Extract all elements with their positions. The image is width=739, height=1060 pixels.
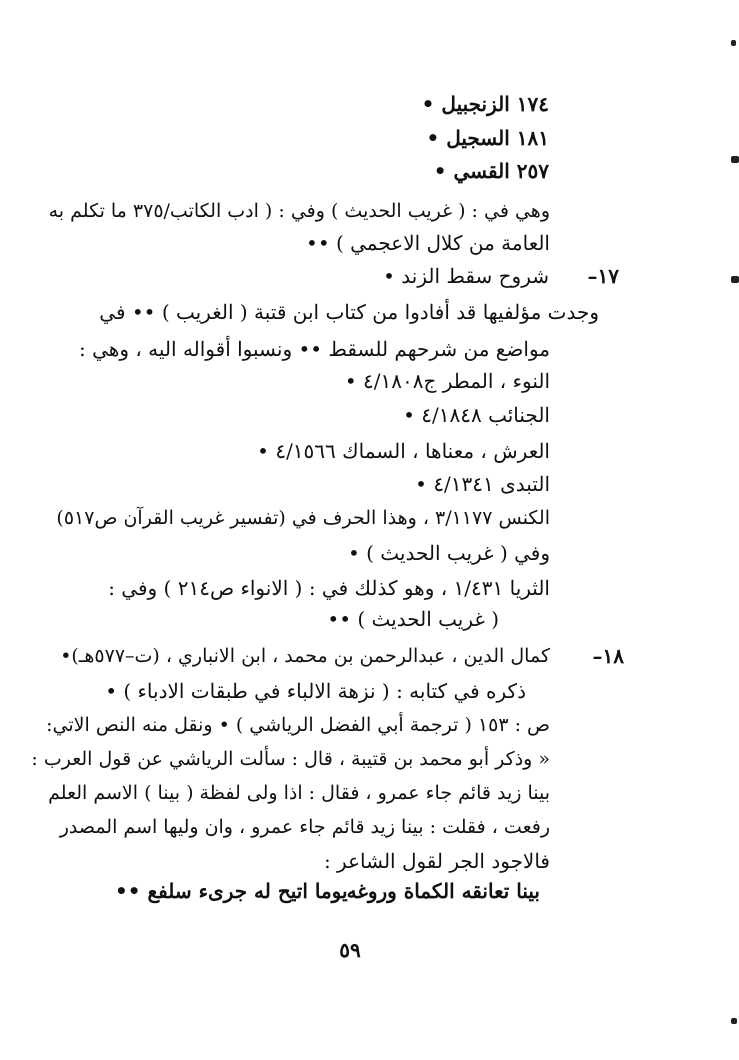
text-line: وهي في : ( غريب الحديث ) وفي : ( ادب الكاتب/٣٧٥ ما تكلم به [48,200,550,222]
text-line: ص : ١٥٣ ( ترجمة أبي الفضل الرياشي ) • ونقل منه النص الاتي: [46,714,550,736]
list-item: ٢٥٧ القسي • [433,159,549,183]
verse-first-hemistich: بينا تعانقه الكماة وروغه [346,879,540,903]
list-item: ١٨١ السجيل • [426,126,549,150]
list-item: التبدى ٤/١٣٤١ • [415,472,550,496]
list-item: النوء ، المطر ج٤/١٨٠٨ • [344,369,550,393]
list-item: العرش ، معناها ، السماك ٤/١٥٦٦ • [257,439,550,463]
text-line: مواضع من شرحهم للسقط •• ونسبوا أقواله اليه ، وهي : [79,337,550,361]
scan-edge-mark [731,156,739,163]
text-line: العامة من كلال الاعجمي ) •• [306,231,550,255]
text-line: ذكره في كتابه : ( نزهة الالباء في طبقات الادباء ) • [105,679,526,703]
list-item: الثريا ١/٤٣١ ، وهو كذلك في : ( الانواء ص٢١٤ ) وفي : [108,576,550,600]
section-heading: كمال الدين ، عبدالرحمن بن محمد ، ابن الانباري ، (ت–٥٧٧هـ)• [60,645,550,667]
scan-edge-mark [731,276,739,283]
verse-second-hemistich: يوما اتيح له جرىء سلفع •• [115,879,348,903]
list-item: ١٧٤ الزنجبيل • [421,92,549,116]
quote-line: « وذكر أبو محمد بن قتيبة ، قال : سألت الرياشي عن قول العرب : [31,748,550,770]
section-number: ١٨– [592,644,624,668]
quote-line: رفعت ، فقلت : بينا زيد قائم جاء عمرو ، وان وليها اسم المصدر [59,816,550,838]
page-number: ٥٩ [339,938,361,962]
text-line: ( غريب الحديث ) •• [327,607,499,631]
scan-edge-mark [731,40,736,46]
quote-line: فالاجود الجر لقول الشاعر : [323,849,550,873]
quote-line: بينا زيد قائم جاء عمرو ، فقال : اذا ولى لفظة ( بينا ) الاسم العلم [48,782,550,804]
section-heading: شروح سقط الزند • [383,264,549,288]
list-item: الجنائب ٤/١٨٤٨ • [403,403,550,427]
list-item: الكنس ٣/١١٧٧ ، وهذا الحرف في (تفسير غريب القرآن ص٥١٧) [56,507,550,529]
text-line: وجدت مؤلفيها قد أفادوا من كتاب ابن قتبة ( الغريب ) •• في [99,300,599,324]
text-line: وفي ( غريب الحديث ) • [347,541,550,565]
scan-edge-mark [731,1018,737,1024]
section-number: ١٧– [587,264,619,288]
